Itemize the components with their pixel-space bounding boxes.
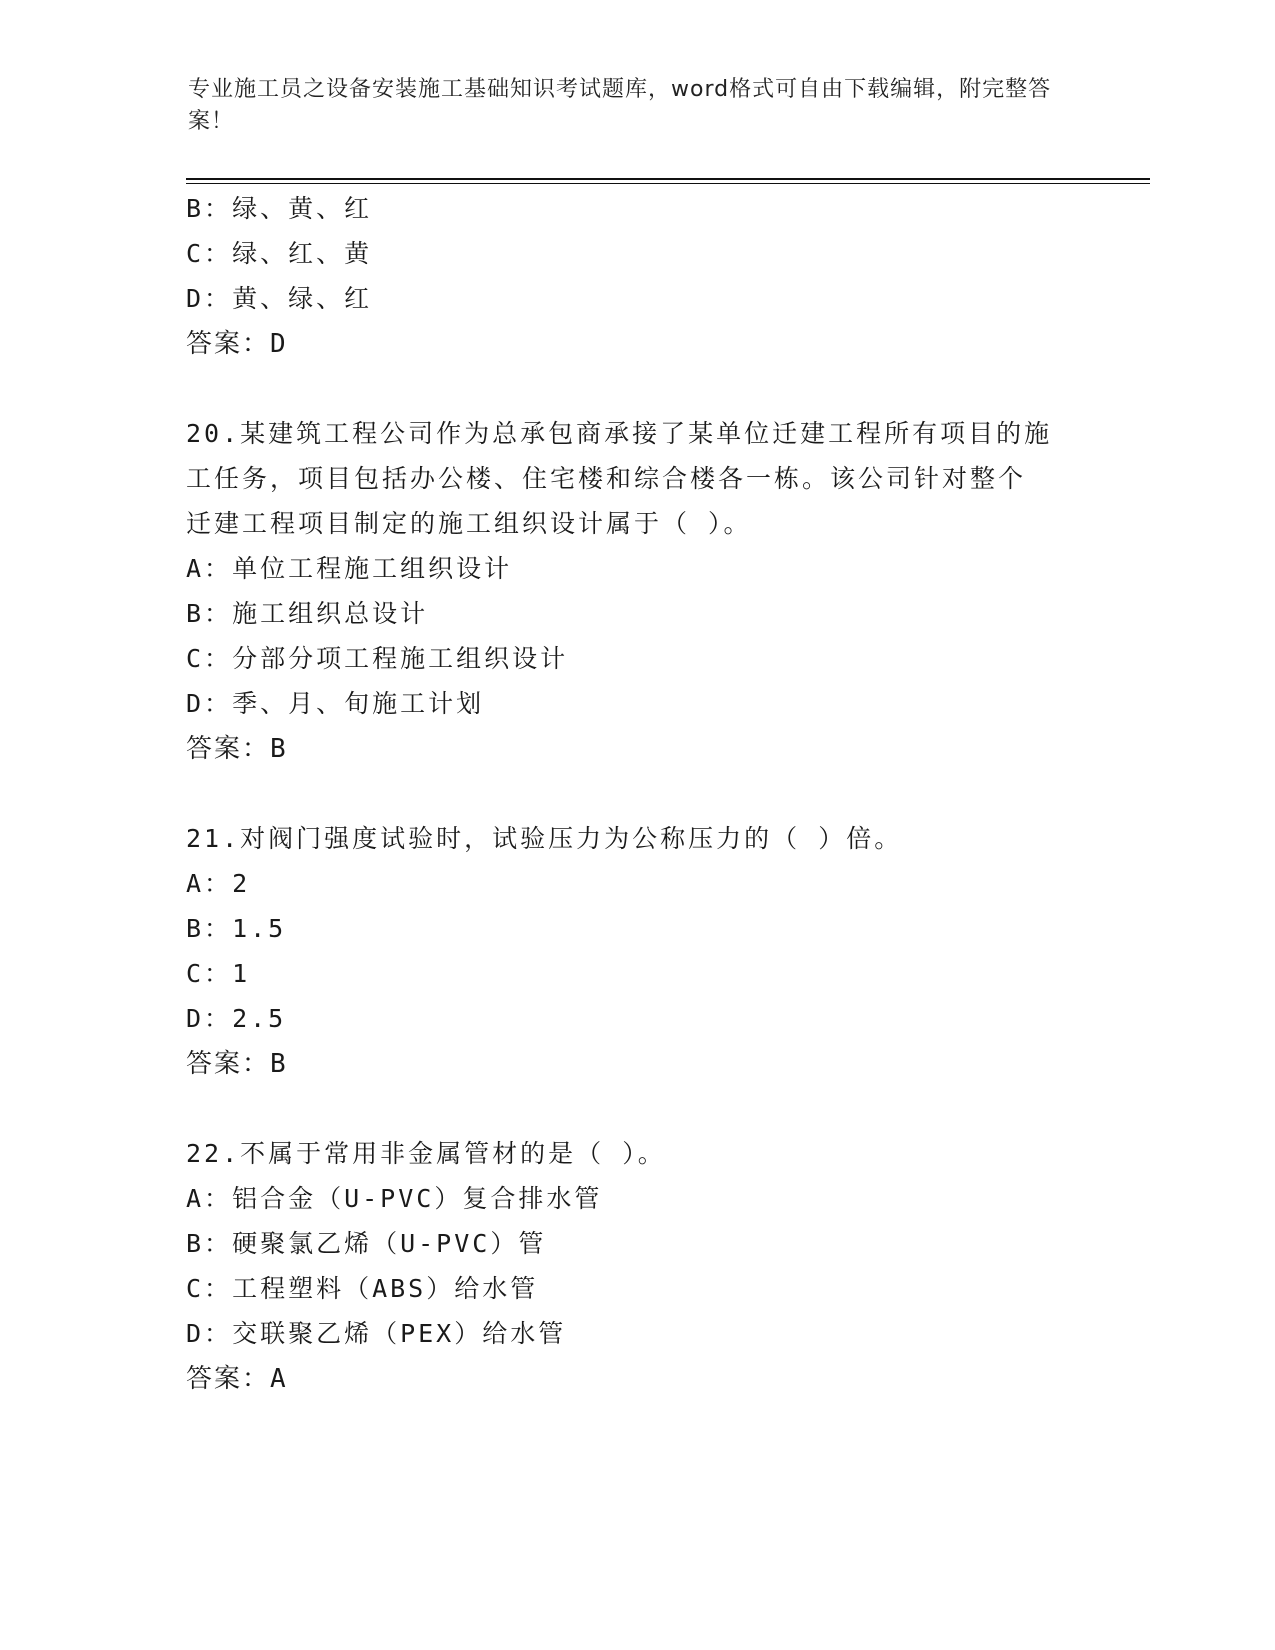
question-21-option-b: B：1.5 (186, 914, 287, 943)
question-22-text: 22.不属于常用非金属管材的是（ ）。 (186, 1139, 666, 1168)
question-20-option-d: D：季、月、旬施工计划 (186, 689, 485, 718)
question-20-option-a: A：单位工程施工组织设计 (186, 554, 513, 583)
question-22-answer: 答案：A (186, 1364, 288, 1394)
question-21-option-d: D：2.5 (186, 1004, 287, 1033)
question-22-option-b: B：硬聚氯乙烯（U-PVC）管 (186, 1229, 547, 1258)
question-22-option-c: C：工程塑料（ABS）给水管 (186, 1274, 539, 1303)
option-d: D：黄、绿、红 (186, 284, 373, 313)
question-22-option-a: A：铝合金（U-PVC）复合排水管 (186, 1184, 603, 1213)
question-20-option-c: C：分部分项工程施工组织设计 (186, 644, 569, 673)
question-21-option-c: C：1 (186, 959, 251, 988)
question-21-option-a: A：2 (186, 869, 251, 898)
document-header: 专业施工员之设备安装施工基础知识考试题库，word格式可自由下载编辑，附完整答案！ (188, 77, 1052, 134)
question-20-text-line-1: 20.某建筑工程公司作为总承包商承接了某单位迁建工程所有项目的施 (186, 419, 1053, 448)
question-20-text-line-3: 迁建工程项目制定的施工组织设计属于（ ）。 (186, 509, 752, 538)
question-20-answer: 答案：B (186, 734, 288, 764)
question-21-text: 21.对阀门强度试验时，试验压力为公称压力的（ ）倍。 (186, 824, 903, 853)
question-20-text-line-2: 工任务，项目包括办公楼、住宅楼和综合楼各一栋。该公司针对整个 (186, 464, 1027, 493)
option-c: C：绿、红、黄 (186, 239, 373, 268)
question-21-answer: 答案：B (186, 1049, 288, 1079)
answer-line: 答案：D (186, 329, 288, 359)
header-divider (186, 178, 1150, 184)
question-22-option-d: D：交联聚乙烯（PEX）给水管 (186, 1319, 567, 1348)
question-20-option-b: B：施工组织总设计 (186, 599, 429, 628)
option-b: B：绿、黄、红 (186, 194, 373, 223)
